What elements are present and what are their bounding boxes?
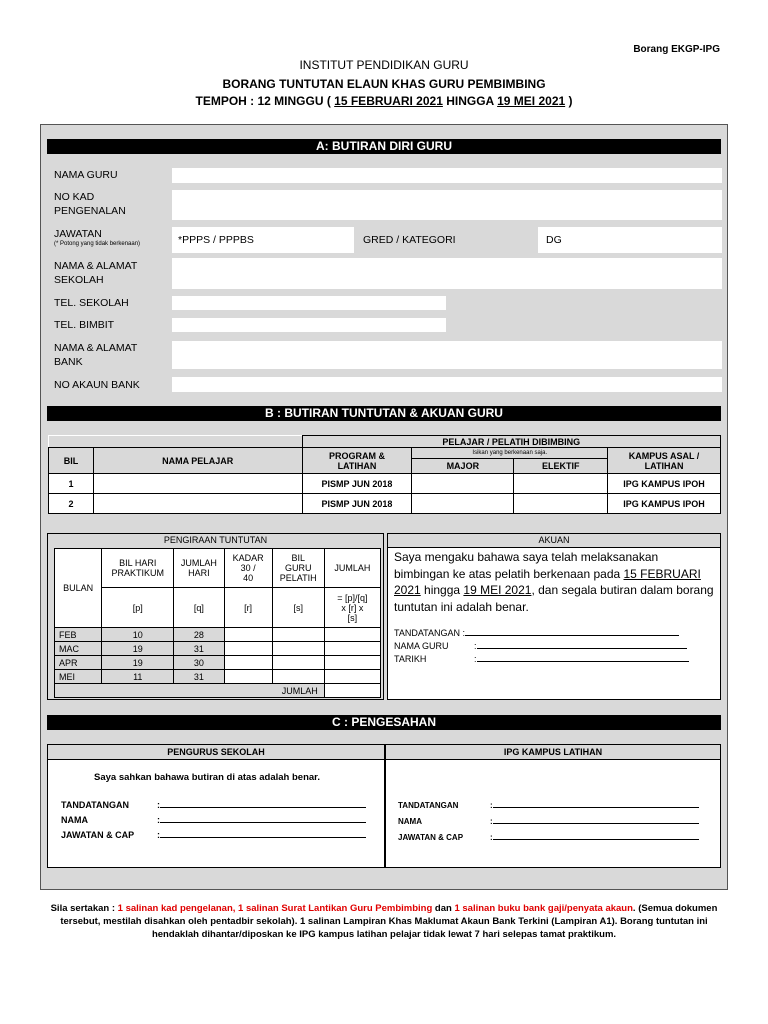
alamat-sekolah-label [54, 259, 137, 287]
jawatan-label [54, 227, 140, 248]
section-c-title: C : PENGESAHAN [47, 715, 721, 730]
student-kampus: IPG KAMPUS IPOH [608, 494, 721, 514]
alamat-bank-field[interactable] [172, 341, 722, 369]
no-akaun-field[interactable] [172, 377, 722, 392]
no-kad-label-1: NO KAD [54, 191, 95, 203]
gred-value: DG [546, 234, 562, 246]
section-b-title: B : BUTIRAN TUNTUTAN & AKUAN GURU [47, 406, 721, 421]
alamat-bank-label-1: NAMA & ALAMAT [54, 342, 138, 354]
calc-title: PENGIRAAN TUNTUTAN [163, 535, 268, 545]
calc-q: 28 [174, 628, 224, 642]
calc-total-value[interactable] [324, 684, 380, 698]
alamat-sekolah-field[interactable] [172, 258, 722, 289]
calc-r[interactable] [224, 628, 272, 642]
pengurus-tandatangan-line[interactable] [160, 797, 366, 808]
pengurus-tandatangan-label: TANDATANGAN [61, 800, 129, 810]
pengurus-signature [61, 797, 366, 842]
calc-r[interactable] [224, 642, 272, 656]
alamat-sekolah-label-2: SEKOLAH [54, 274, 104, 286]
col-kadar-1: KADAR [232, 553, 264, 563]
akuan-nama-line[interactable] [477, 639, 687, 649]
footer-red-1: 1 salinan kad pengelanan, 1 salinan Surat Lantikan Guru Pembimbing [117, 903, 433, 914]
col-q: [q] [174, 588, 224, 628]
student-row [49, 474, 721, 494]
ipg-colon: : [490, 817, 493, 826]
footer-part-2: dan [432, 903, 455, 914]
student-elektif[interactable] [514, 474, 608, 494]
col-bil: BIL [49, 448, 94, 474]
formula-3: [s] [347, 612, 358, 623]
student-nama[interactable] [93, 474, 302, 494]
footer-part-3: . (Semua dokumen tersebut, mestilah disahkan oleh pentadbir sekolah). 1 salinan Lampiran Khas Maklumat Akaun Bank Terkini (Lampiran A1). Borang tuntutan ini hendaklah dihantar/diposkan ke IPG kampus latihan pelajar tidak lewat 7 hari selepas tamat praktikum. [60, 903, 718, 940]
col-bil-guru-2: GURU [284, 563, 312, 573]
col-bil-hari-2: PRAKTIKUM [111, 568, 164, 578]
akuan-tandatangan-label: TANDATANGAN : [394, 628, 466, 638]
ipg-colon: : [490, 833, 493, 842]
col-bil-hari-1: BIL HARI [119, 558, 157, 568]
nama-guru-label: NAMA GURU [54, 169, 118, 181]
akuan-date-end: 19 MEI 2021 [463, 583, 532, 597]
pengurus-colon: : [157, 800, 160, 810]
formula-2: x [r] x [341, 602, 364, 613]
tel-bimbit-label: TEL. BIMBIT [54, 319, 115, 331]
formula-1: = [p]/[q] [337, 592, 368, 603]
col-bil-guru-1: BIL [291, 553, 305, 563]
col-formula [324, 588, 380, 628]
akuan-text [394, 549, 716, 615]
col-bil-hari [102, 549, 174, 588]
period-end-date: 19 MEI 2021 [497, 94, 566, 108]
col-jumlah-hari-2: HARI [188, 568, 210, 578]
akuan-title: AKUAN [388, 534, 720, 548]
calc-row [55, 656, 381, 670]
period-between: HINGGA [442, 94, 498, 108]
tel-sekolah-field[interactable] [172, 296, 446, 310]
student-bil: 2 [49, 494, 94, 514]
tel-sekolah-label: TEL. SEKOLAH [54, 297, 129, 309]
student-program: PISMP JUN 2018 [302, 474, 412, 494]
no-kad-label [54, 190, 126, 218]
col-program-2: LATIHAN [337, 460, 377, 471]
ipg-tandatangan-label: TANDATANGAN [398, 801, 459, 810]
col-s: [s] [272, 588, 324, 628]
students-header: PELAJAR / PELATIH DIBIMBING [302, 436, 720, 448]
pengurus-jawatan-line[interactable] [160, 827, 366, 838]
col-program [302, 448, 412, 474]
akuan-text-1: Saya mengaku bahawa saya telah melaksanakan bimbingan ke atas pelatih berkenaan pada [394, 550, 659, 581]
alamat-bank-label [54, 341, 137, 369]
col-bil-guru [272, 549, 324, 588]
calc-box [47, 533, 384, 700]
col-kampus-2: LATIHAN [644, 460, 684, 471]
form-code: Borang EKGP-IPG [633, 44, 720, 55]
col-kampus [608, 448, 721, 474]
student-nama[interactable] [93, 494, 302, 514]
calc-row [55, 642, 381, 656]
jawatan-note: (* Potong yang tidak berkenaan) [54, 241, 141, 247]
col-kadar-3: 40 [243, 573, 254, 583]
footer-red-2: 1 salinan buku bank gaji/penyata akaun [454, 903, 633, 914]
period-suffix: ) [565, 94, 573, 108]
pengurus-nama-label: NAMA [61, 815, 88, 825]
col-kadar [224, 549, 272, 588]
alamat-sekolah-label-1: NAMA & ALAMAT [54, 260, 138, 272]
akuan-box [387, 533, 721, 700]
calc-bulan: APR [55, 656, 102, 670]
akuan-text-3: , dan segala butiran dalam borang tuntutan ini adalah benar. [394, 583, 714, 614]
akuan-colon: : [474, 654, 477, 664]
student-kampus: IPG KAMPUS IPOH [608, 474, 721, 494]
ipg-box [385, 744, 721, 868]
jawatan-value: *PPPS / PPPBS [178, 234, 254, 246]
ipg-nama-line[interactable] [493, 813, 699, 824]
fill-note: Isikan yang berkenaan saja. [412, 448, 608, 459]
pengurus-header: PENGURUS SEKOLAH [48, 745, 384, 760]
calc-jumlah[interactable] [324, 642, 380, 656]
akuan-nama-label: NAMA GURU [394, 641, 449, 651]
calc-r[interactable] [224, 670, 272, 684]
col-elektif: ELEKTIF [514, 459, 608, 474]
calc-row [55, 670, 381, 684]
jawatan-label-text: JAWATAN [54, 228, 102, 240]
ipg-jawatan-label: JAWATAN & CAP [398, 833, 464, 842]
calc-bulan: MEI [55, 670, 102, 684]
pengurus-box [47, 744, 385, 868]
col-nama-pelajar: NAMA PELAJAR [93, 448, 302, 474]
section-a-title: A: BUTIRAN DIRI GURU [47, 139, 721, 154]
calc-jumlah[interactable] [324, 656, 380, 670]
col-p: [p] [102, 588, 174, 628]
no-kad-field[interactable] [172, 190, 722, 220]
institute-title: INSTITUT PENDIDIKAN GURU [299, 58, 469, 72]
ipg-jawatan-line[interactable] [493, 829, 699, 840]
student-bil: 1 [49, 474, 94, 494]
calc-row [55, 628, 381, 642]
akuan-colon: : [474, 641, 477, 651]
calc-r[interactable] [224, 656, 272, 670]
akuan-signature [394, 626, 689, 665]
calc-s[interactable] [272, 628, 324, 642]
calc-q: 31 [174, 642, 224, 656]
footer-note [48, 902, 720, 941]
student-major[interactable] [412, 474, 514, 494]
student-elektif[interactable] [514, 494, 608, 514]
period-prefix: TEMPOH : 12 MINGGU ( [195, 94, 335, 108]
period-start-date: 15 FEBRUARI 2021 [334, 94, 443, 108]
student-program: PISMP JUN 2018 [302, 494, 412, 514]
no-kad-label-2: PENGENALAN [54, 205, 126, 217]
calc-p: 11 [102, 670, 174, 684]
gred-label: GRED / KATEGORI [363, 234, 456, 246]
nama-guru-field[interactable] [172, 168, 722, 183]
calc-p: 19 [102, 642, 174, 656]
alamat-bank-label-2: BANK [54, 356, 83, 368]
akuan-date-start: 15 FEBRUARI 2021 [394, 566, 701, 597]
akuan-tarikh-label: TARIKH [394, 654, 427, 664]
ipg-tandatangan-line[interactable] [493, 797, 699, 808]
pengurus-colon: : [157, 830, 160, 840]
calc-total-label: JUMLAH [55, 684, 325, 698]
col-major: MAJOR [412, 459, 514, 474]
calc-p: 19 [102, 656, 174, 670]
gred-field[interactable] [538, 227, 722, 253]
ipg-colon: : [490, 801, 493, 810]
pengurus-statement: Saya sahkan bahawa butiran di atas adalah benar. [94, 772, 320, 783]
calc-s[interactable] [272, 642, 324, 656]
calc-s[interactable] [272, 670, 324, 684]
ipg-header: IPG KAMPUS LATIHAN [386, 745, 720, 760]
pengurus-colon: : [157, 815, 160, 825]
akuan-tandatangan-line[interactable] [465, 626, 679, 636]
calc-jumlah[interactable] [324, 628, 380, 642]
akuan-text-2: hingga [420, 583, 464, 597]
student-major[interactable] [412, 494, 514, 514]
no-akaun-label: NO AKAUN BANK [54, 379, 140, 391]
calc-bulan: MAC [55, 642, 102, 656]
calc-q: 31 [174, 670, 224, 684]
calc-p: 10 [102, 628, 174, 642]
pengurus-jawatan-label: JAWATAN & CAP [61, 830, 135, 840]
students-table [48, 435, 721, 514]
form-panel [40, 124, 728, 890]
col-jumlah-hari-1: JUMLAH [180, 558, 217, 568]
calc-table [54, 548, 381, 698]
calc-jumlah[interactable] [324, 670, 380, 684]
ipg-signature [398, 797, 699, 845]
col-bil-guru-3: PELATIH [279, 573, 317, 583]
col-kampus-1: KAMPUS ASAL / [628, 450, 700, 461]
tel-bimbit-field[interactable] [172, 318, 446, 332]
col-jumlah-hari [174, 549, 224, 588]
col-r: [r] [224, 588, 272, 628]
form-title: BORANG TUNTUTAN ELAUN KHAS GURU PEMBIMBING [222, 77, 546, 91]
student-row [49, 494, 721, 514]
jawatan-field[interactable] [172, 227, 354, 253]
footer-part-1: Sila sertakan : [50, 903, 118, 914]
col-bulan: BULAN [55, 549, 102, 628]
calc-s[interactable] [272, 656, 324, 670]
akuan-tarikh-line[interactable] [477, 652, 689, 662]
col-program-1: PROGRAM & [328, 450, 385, 461]
pengurus-nama-line[interactable] [160, 812, 366, 823]
period-line [0, 94, 768, 108]
calc-bulan: FEB [55, 628, 102, 642]
ipg-nama-label: NAMA [398, 817, 422, 826]
col-kadar-2: 30 / [240, 563, 256, 573]
col-jumlah: JUMLAH [324, 549, 380, 588]
calc-q: 30 [174, 656, 224, 670]
